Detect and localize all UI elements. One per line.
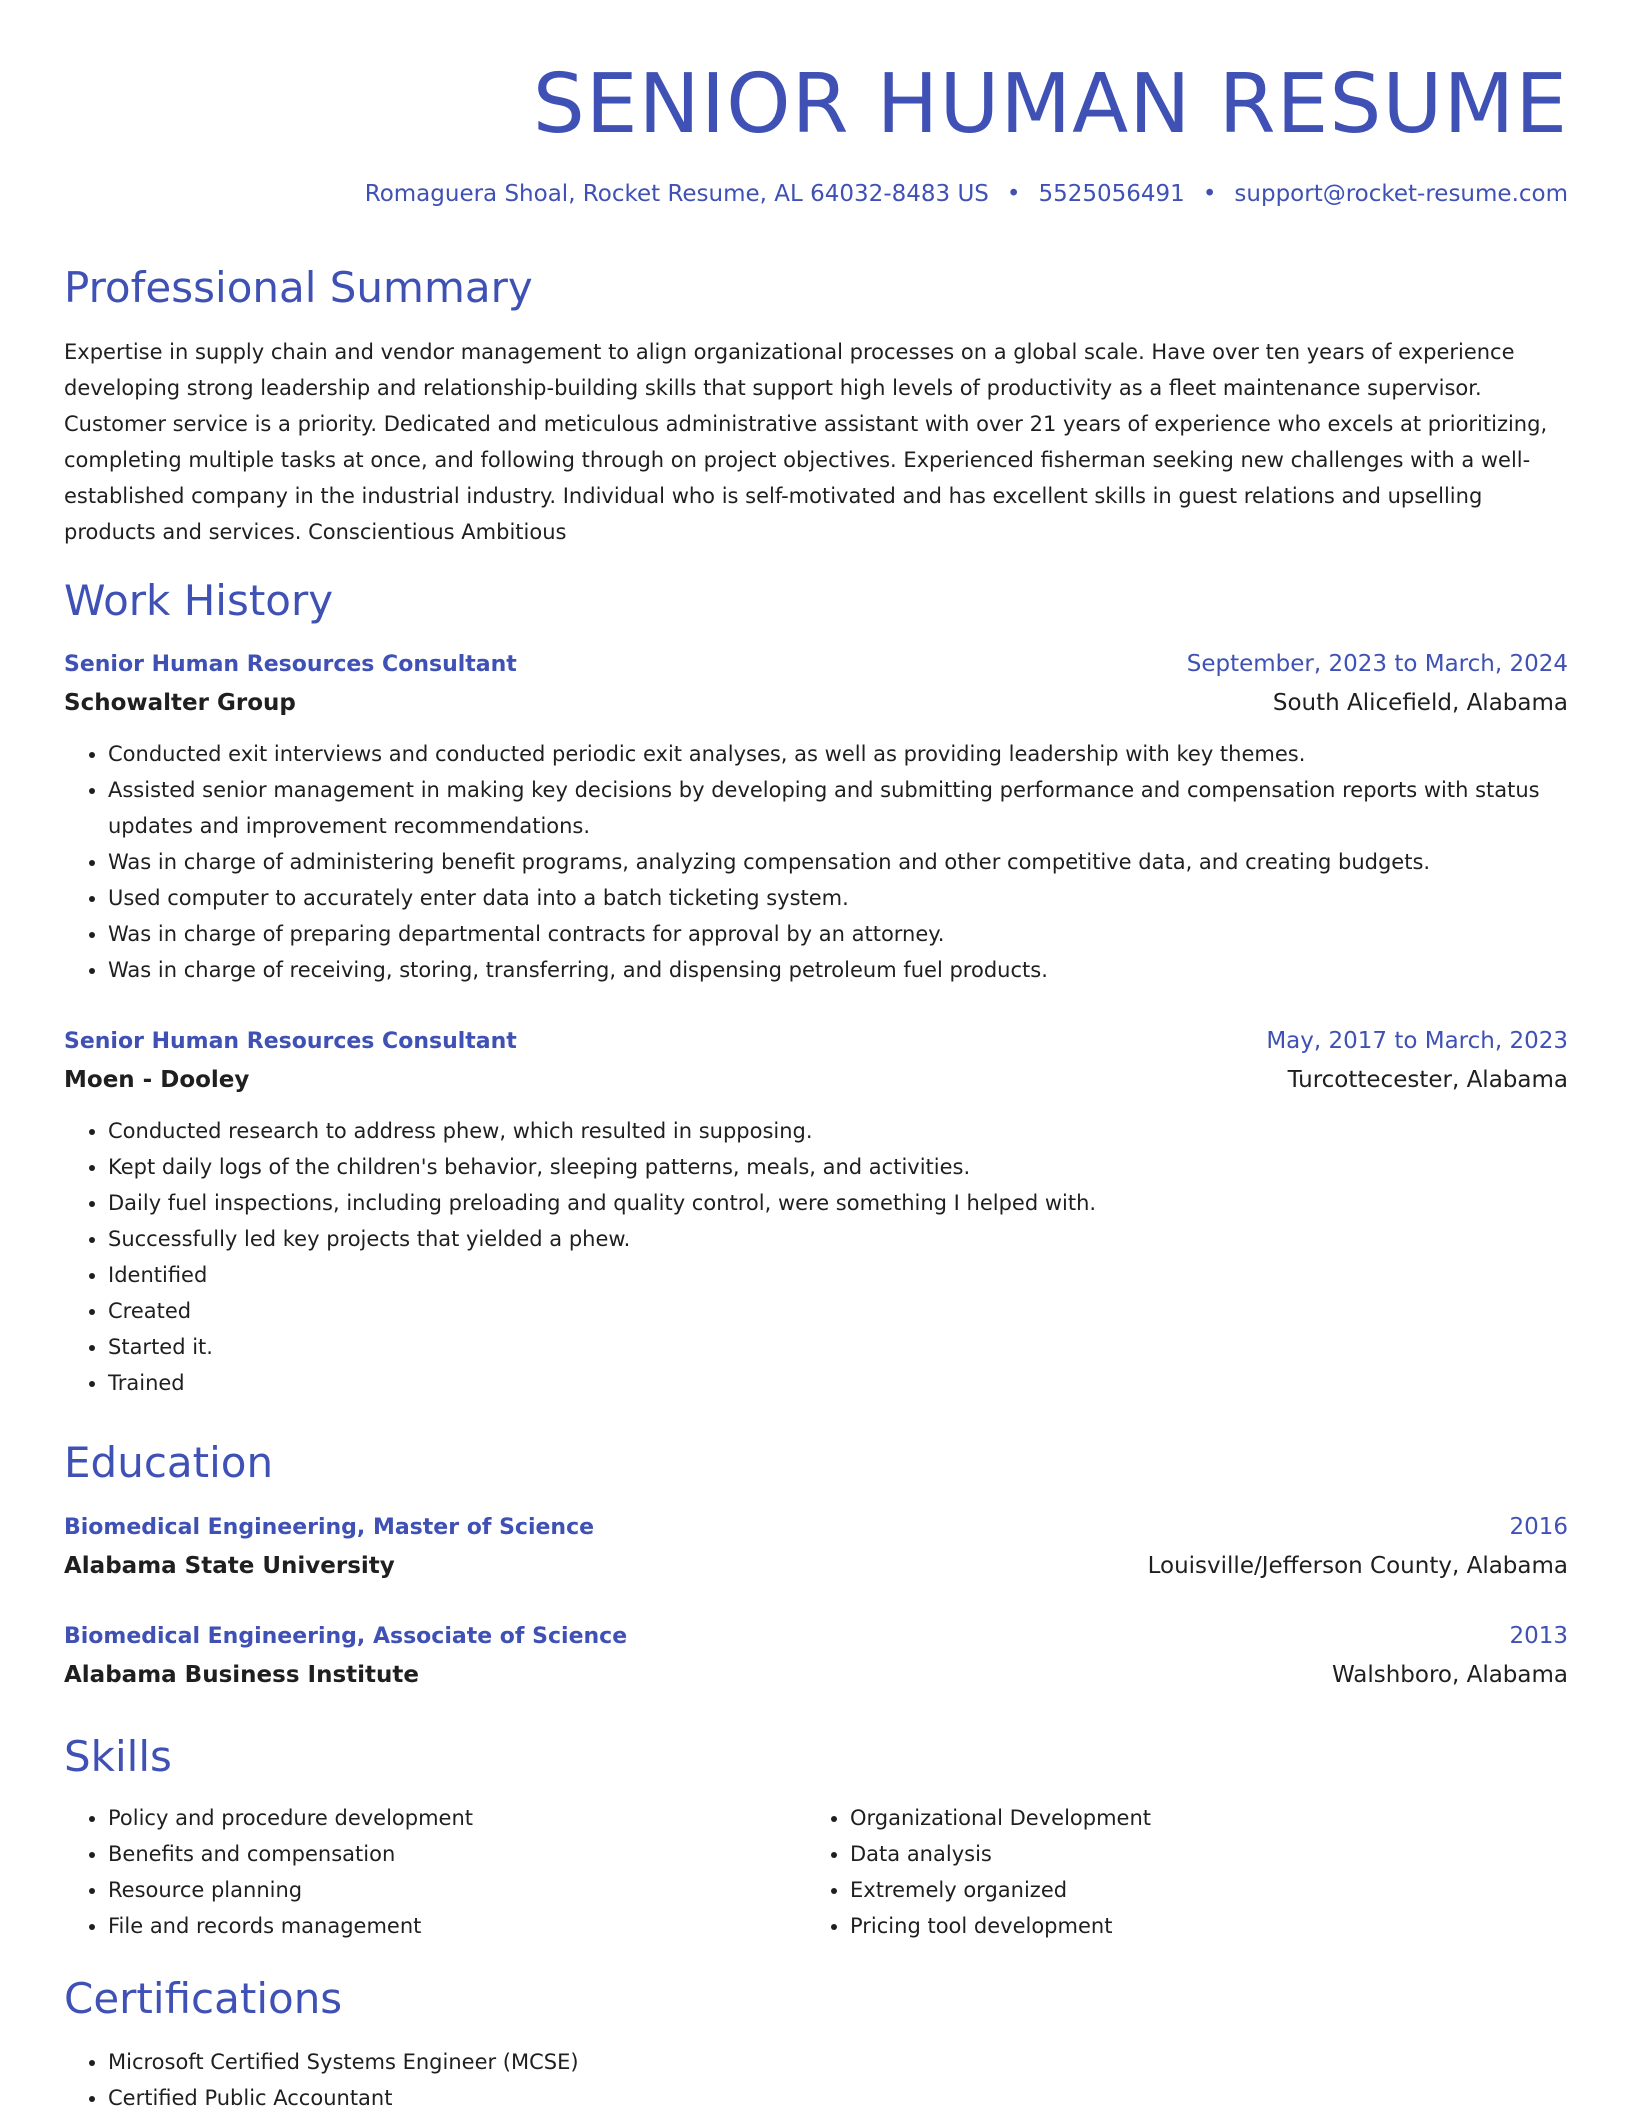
contact-separator: • bbox=[1202, 181, 1217, 207]
contact-phone: 5525056491 bbox=[1038, 181, 1185, 207]
job-header bbox=[64, 1022, 1568, 1061]
skill-item: • Resource planning bbox=[108, 1872, 806, 1908]
education-header bbox=[64, 1508, 1568, 1547]
certifications-list bbox=[64, 2044, 579, 2116]
section-title-work-history: Work History bbox=[64, 576, 334, 625]
job-dates: September, 2023 to March, 2024 bbox=[1186, 651, 1568, 677]
education-location: Louisville/Jefferson County, Alabama bbox=[1147, 1553, 1568, 1579]
skill-item: • Pricing tool development bbox=[850, 1908, 1548, 1944]
education-subheader bbox=[64, 1656, 1568, 1694]
job-company: Moen - Dooley bbox=[64, 1067, 250, 1093]
job-bullet: • Started it. bbox=[108, 1329, 1568, 1365]
job-bullet: • Identified bbox=[108, 1257, 1568, 1293]
education-school: Alabama State University bbox=[64, 1553, 395, 1579]
job-bullet: • Conducted research to address phew, which resulted in supposing. bbox=[108, 1113, 1568, 1149]
education-degree: Biomedical Engineering, Master of Science bbox=[64, 1515, 595, 1540]
education-header bbox=[64, 1617, 1568, 1656]
education-degree: Biomedical Engineering, Associate of Science bbox=[64, 1624, 628, 1649]
contact-line bbox=[365, 178, 1568, 210]
education-year: 2013 bbox=[1509, 1623, 1568, 1649]
contact-email[interactable]: support@rocket-resume.com bbox=[1234, 181, 1568, 207]
skill-item: • Policy and procedure development bbox=[108, 1800, 806, 1836]
job-header bbox=[64, 645, 1568, 684]
job-entry bbox=[64, 645, 1568, 988]
education-entry bbox=[64, 1508, 1568, 1585]
job-role: Senior Human Resources Consultant bbox=[64, 1029, 517, 1054]
skill-item: • Organizational Development bbox=[850, 1800, 1548, 1836]
skills-list-right bbox=[806, 1800, 1548, 1944]
summary-text: Expertise in supply chain and vendor management to align organizational processes on a global scale. Have over ten years of experience developing strong leadership and relationship-building skills that support high levels of productivity as a fleet maintenance supervisor. Customer service is a priority. Dedicated and meticulous administrative assistant with over 21 years of experience who excels at prioritizing, completing multiple tasks at once, and following through on project objectives. Experienced fisherman seeking new challenges with a well-established company in the industrial industry. Individual who is self-motivated and has excellent skills in guest relations and upselling products and services. Conscientious Ambitious bbox=[64, 340, 1548, 544]
job-bullets bbox=[64, 1113, 1568, 1401]
job-bullet: • Daily fuel inspections, including preloading and quality control, were something I helped with. bbox=[108, 1185, 1568, 1221]
job-location: Turcottecester, Alabama bbox=[1287, 1067, 1568, 1093]
skill-item: • Benefits and compensation bbox=[108, 1836, 806, 1872]
skill-item: • File and records management bbox=[108, 1908, 806, 1944]
job-bullet: • Trained bbox=[108, 1365, 1568, 1401]
job-location: South Alicefield, Alabama bbox=[1272, 690, 1568, 716]
section-title-skills: Skills bbox=[64, 1732, 172, 1781]
job-bullets bbox=[64, 736, 1568, 988]
section-title-summary: Professional Summary bbox=[64, 263, 533, 312]
job-role: Senior Human Resources Consultant bbox=[64, 652, 517, 677]
education-subheader bbox=[64, 1547, 1568, 1585]
job-company: Schowalter Group bbox=[64, 690, 296, 716]
education-school: Alabama Business Institute bbox=[64, 1662, 419, 1688]
job-bullet: • Kept daily logs of the children's behavior, sleeping patterns, meals, and activities. bbox=[108, 1149, 1568, 1185]
skill-item: • Extremely organized bbox=[850, 1872, 1548, 1908]
job-bullet: • Used computer to accurately enter data into a batch ticketing system. bbox=[108, 880, 1568, 916]
job-dates: May, 2017 to March, 2023 bbox=[1266, 1028, 1568, 1054]
resume-name: SENIOR HUMAN RESUME bbox=[532, 57, 1568, 152]
job-subheader bbox=[64, 684, 1568, 722]
job-subheader bbox=[64, 1061, 1568, 1099]
job-bullet: • Assisted senior management in making key decisions by developing and submitting performance and compensation reports with status updates and improvement recommendations. bbox=[108, 772, 1568, 844]
job-bullet: • Was in charge of administering benefit programs, analyzing compensation and other competitive data, and creating budgets. bbox=[108, 844, 1568, 880]
job-bullet: • Was in charge of receiving, storing, transferring, and dispensing petroleum fuel products. bbox=[108, 952, 1568, 988]
education-location: Walshboro, Alabama bbox=[1331, 1662, 1568, 1688]
certification-item: • Certified Public Accountant bbox=[108, 2080, 579, 2116]
contact-separator: • bbox=[1006, 181, 1021, 207]
contact-address: Romaguera Shoal, Rocket Resume, AL 64032-8483 US bbox=[364, 181, 989, 207]
job-bullet: • Created bbox=[108, 1293, 1568, 1329]
job-bullet: • Successfully led key projects that yielded a phew. bbox=[108, 1221, 1568, 1257]
certification-item: • Microsoft Certified Systems Engineer (MCSE) bbox=[108, 2044, 579, 2080]
skill-item: • Data analysis bbox=[850, 1836, 1548, 1872]
education-year: 2016 bbox=[1509, 1514, 1568, 1540]
job-bullet: • Conducted exit interviews and conducted periodic exit analyses, as well as providing leadership with key themes. bbox=[108, 736, 1568, 772]
education-entry bbox=[64, 1617, 1568, 1694]
job-bullet: • Was in charge of preparing departmental contracts for approval by an attorney. bbox=[108, 916, 1568, 952]
skills-list-left bbox=[64, 1800, 806, 1944]
skills-grid bbox=[64, 1800, 1568, 1944]
section-title-education: Education bbox=[64, 1438, 274, 1487]
section-title-certifications: Certifications bbox=[64, 1974, 343, 2023]
job-entry bbox=[64, 1022, 1568, 1401]
